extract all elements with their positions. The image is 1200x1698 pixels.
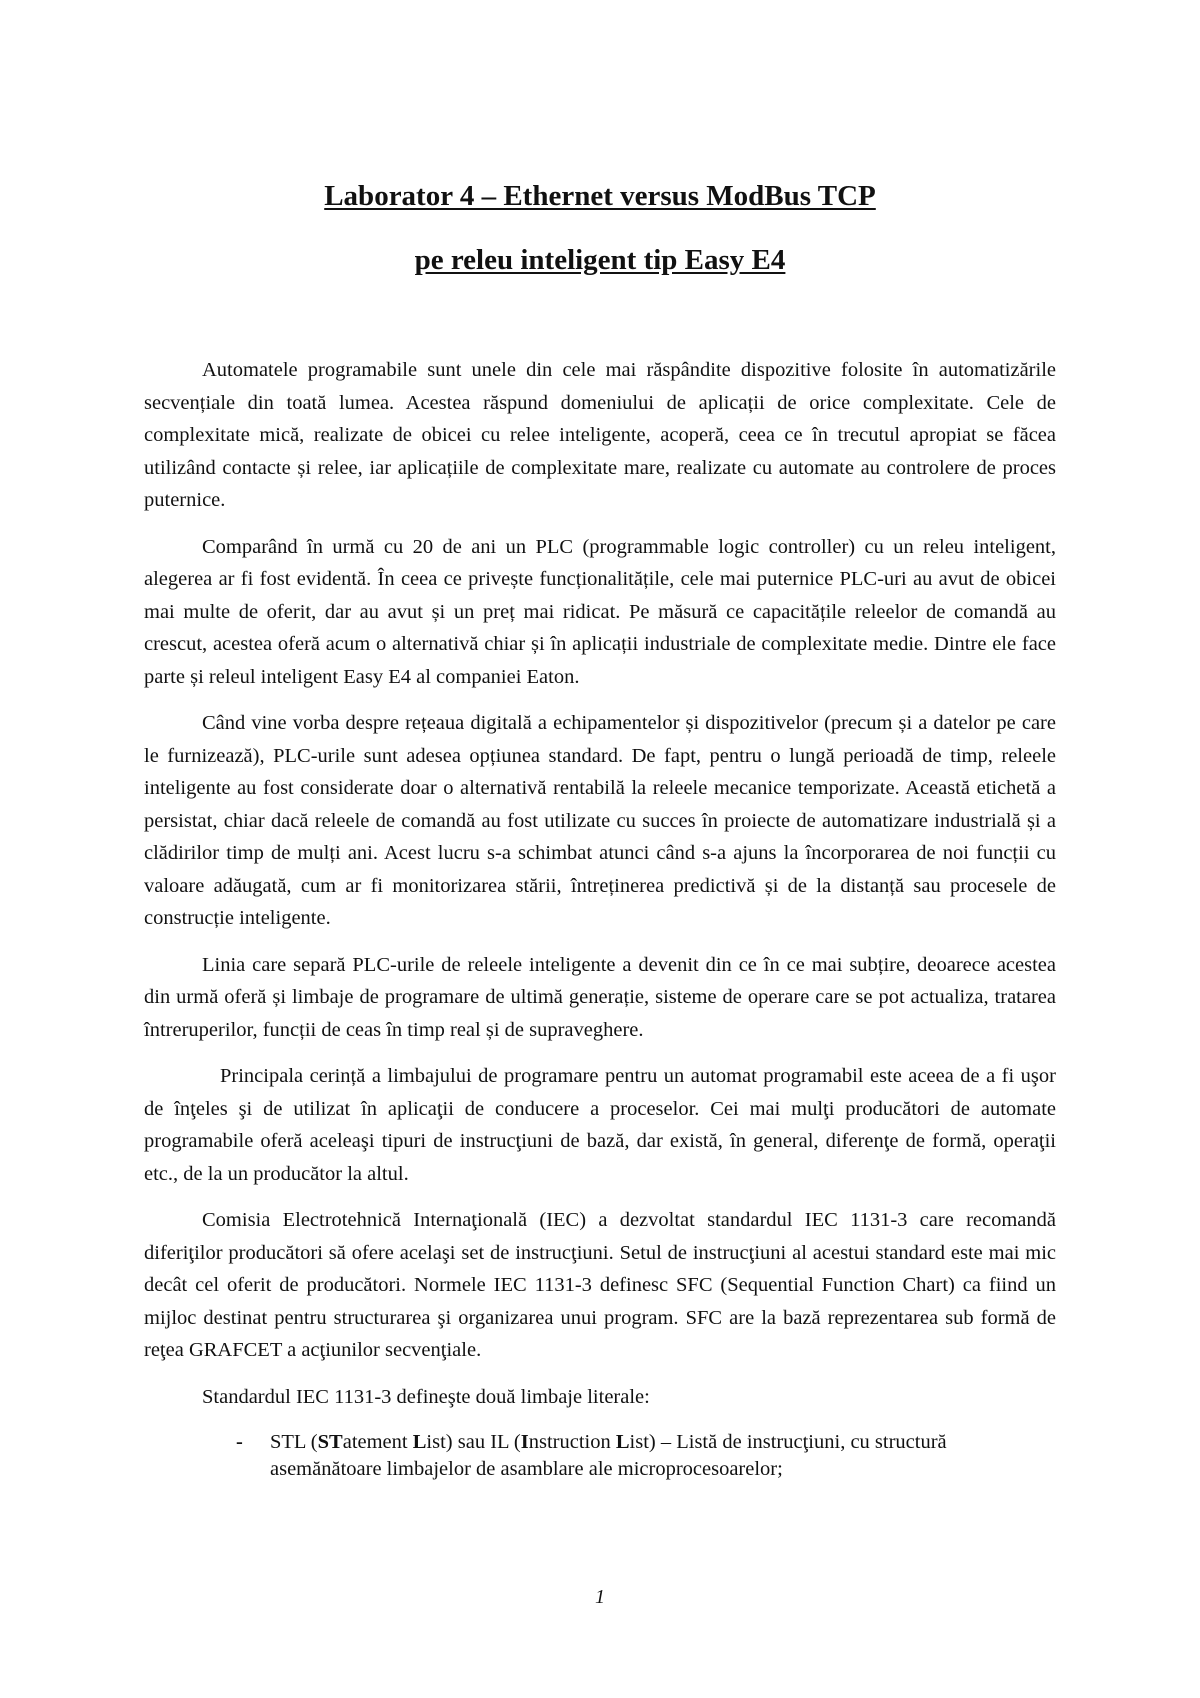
list-text-segment: ist) sau IL ( bbox=[426, 1431, 521, 1453]
list-text-bold: ST bbox=[317, 1431, 343, 1453]
paragraph: Comisia Electrotehnică Internaţională (IEC) a dezvoltat standardul IEC 1131-3 care recomandă diferiţilor producători să ofere acelaşi set de instrucţiuni. Setul de instrucţiuni al acestui standard este mai mic decât cel oferit de producători. Normele IEC 1131-3 definesc SFC (Sequential Function Chart) ca fiind un mijloc destinat pentru structurarea şi organizarea unui program. SFC are la bază reprezentarea sub formă de reţea GRAFCET a acţiunilor secvenţiale. bbox=[144, 1209, 1056, 1361]
document-title-line-1: Laborator 4 – Ethernet versus ModBus TCP bbox=[324, 180, 876, 212]
language-list bbox=[144, 1429, 1056, 1483]
list-text-segment: ist) – Listă de instrucţiuni, cu structură asemănătoare limbajelor de asamblare ale microprocesoarelor; bbox=[270, 1431, 947, 1480]
paragraph: Principala cerință a limbajului de programare pentru un automat programabil este aceea de a fi uşor de înţeles şi de utilizat în aplicaţii de conducere a proceselor. Cei mai mulţi producători de automate programabile oferă aceleaşi tipuri de instrucţiuni de bază, dar există, în general, diferenţe de formă, operaţii etc., de la un producător la altul. bbox=[144, 1065, 1056, 1185]
list-text-bold: L bbox=[412, 1431, 427, 1453]
paragraph: Automatele programabile sunt unele din cele mai răspândite dispozitive folosite în automatizările secvențiale din toată lumea. Acestea răspund domeniului de aplicații de orice complexitate. Cele de complexitate mică, realizate de obicei cu relee inteligente, acoperă, ceea ce în trecutul apropiat se făcea utilizând contacte și relee, iar aplicațiile de complexitate mare, realizate cu automate au controlere de proces puternice. bbox=[144, 359, 1056, 511]
paragraph: Când vine vorba despre rețeaua digitală a echipamentelor și dispozitivelor (precum și a datelor pe care le furnizează), PLC-urile sunt adesea opțiunea standard. De fapt, pentru o lungă perioadă de timp, releele inteligente au fost considerate doar o alternativă rentabilă la releele mecanice temporizate. Această etichetă a persistat, chiar dacă releele de comandă au fost utilizate cu succes în proiecte de automatizare industrială și a clădirilor timp de mulți ani. Acest lucru s-a schimbat atunci când s-a ajuns la încorporarea de noi funcții cu valoare adăugată, cum ar fi monitorizarea stării, întreținerea predictivă și de la distanță sau procesele de construcție inteligente. bbox=[144, 712, 1056, 929]
list-item bbox=[144, 1429, 1056, 1483]
list-text-segment: STL ( bbox=[270, 1431, 318, 1453]
list-text-segment: nstruction bbox=[528, 1431, 616, 1453]
page-number: 1 bbox=[595, 1586, 605, 1608]
paragraph: Comparând în urmă cu 20 de ani un PLC (programmable logic controller) cu un releu inteligent, alegerea ar fi fost evidentă. În ceea ce privește funcționalitățile, cele mai puternice PLC-uri au avut de obicei mai multe de oferit, dar au avut și un preț mai ridicat. Pe măsură ce capacitățile releelor de comandă au crescut, acestea oferă acum o alternativă chiar și în aplicații industriale de complexitate medie. Dintre ele face parte și releul inteligent Easy E4 al companiei Eaton. bbox=[144, 535, 1056, 688]
list-bullet: - bbox=[236, 1431, 243, 1453]
list-text-bold: I bbox=[520, 1431, 529, 1453]
list-text-bold: L bbox=[615, 1431, 630, 1453]
document-body bbox=[144, 354, 1056, 1483]
document-title-line-2: pe releu inteligent tip Easy E4 bbox=[414, 244, 786, 276]
paragraph: Standardul IEC 1131-3 defineşte două limbaje literale: bbox=[202, 1385, 650, 1408]
list-text-segment: atement bbox=[342, 1431, 413, 1453]
paragraph: Linia care separă PLC-urile de releele inteligente a devenit din ce în ce mai subțire, deoarece acestea din urmă oferă și limbaje de programare de ultimă generație, sisteme de operare care se pot actualiza, tratarea întreruperilor, funcții de ceas în timp real și de supraveghere. bbox=[144, 953, 1056, 1041]
